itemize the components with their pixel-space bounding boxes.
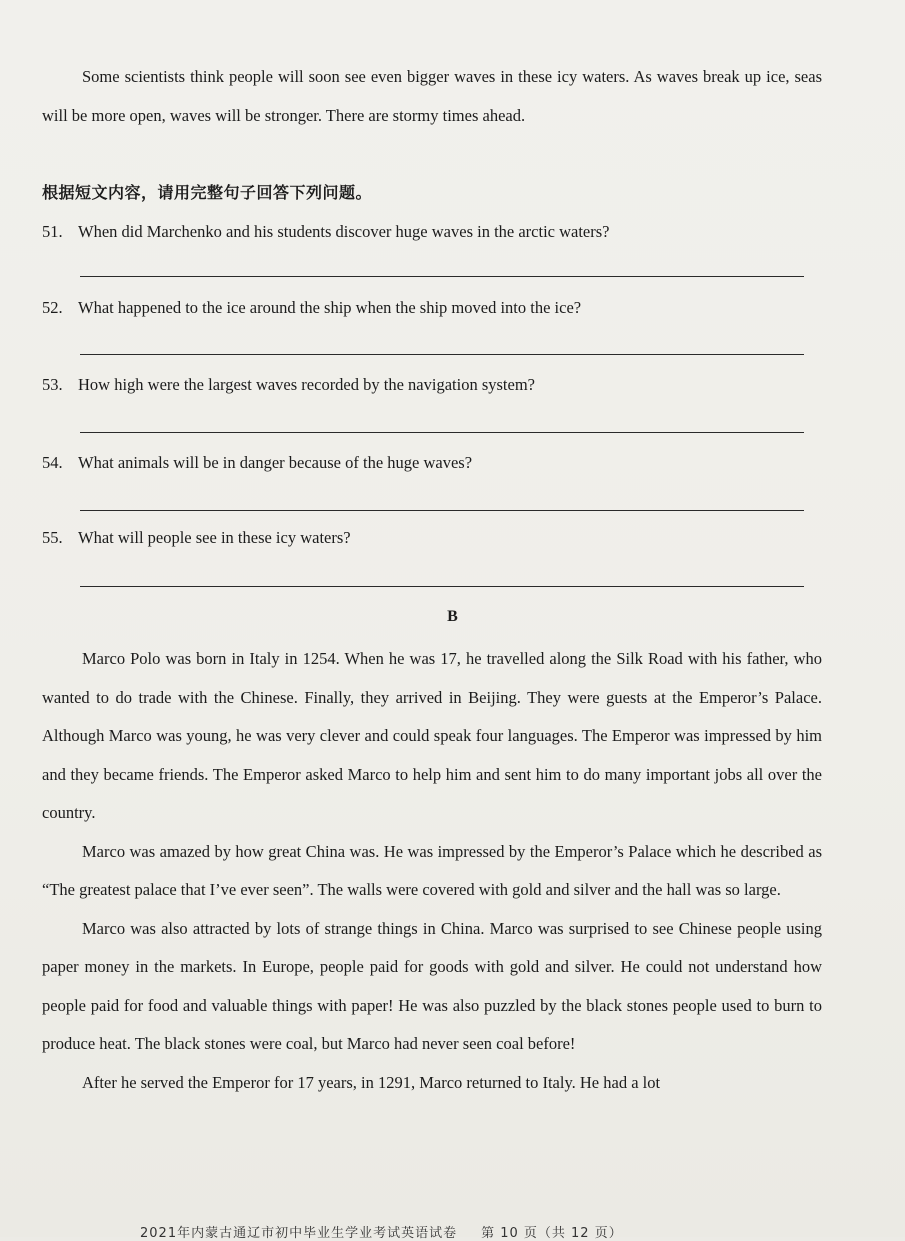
- intro-paragraph: [42, 58, 822, 135]
- question-53: [42, 375, 535, 395]
- answer-line-51[interactable]: [80, 276, 804, 277]
- page-footer: [140, 1222, 647, 1241]
- answer-line-54[interactable]: [80, 510, 804, 511]
- footer-title: 2021年内蒙古通辽市初中毕业生学业考试英语试卷: [140, 1226, 458, 1241]
- question-number: 51.: [42, 222, 63, 241]
- passage-b: [42, 640, 822, 1102]
- answer-line-55[interactable]: [80, 586, 804, 587]
- intro-paragraph-text: Some scientists think people will soon see even bigger waves in these icy waters. As waves break up ice, seas will be more open, waves will be stronger. There are stormy times ahead.: [42, 67, 822, 125]
- instruction-heading: 根据短文内容，请用完整句子回答下列问题。: [42, 183, 373, 202]
- question-text: How high were the largest waves recorded by the navigation system?: [78, 375, 535, 394]
- question-52: [42, 298, 581, 318]
- section-b-title: B: [447, 608, 458, 625]
- question-number: 54.: [42, 453, 63, 472]
- question-54: [42, 453, 472, 473]
- question-number: 55.: [42, 528, 63, 547]
- question-55: [42, 528, 351, 548]
- question-51: [42, 222, 610, 242]
- answer-line-52[interactable]: [80, 354, 804, 355]
- passage-paragraph: After he served the Emperor for 17 years, in 1291, Marco returned to Italy. He had a lot: [82, 1072, 661, 1092]
- question-number: 53.: [42, 375, 63, 394]
- question-text: What happened to the ice around the ship when the ship moved into the ice?: [78, 298, 582, 317]
- question-text: When did Marchenko and his students discover huge waves in the arctic waters?: [78, 222, 610, 241]
- question-text: What animals will be in danger because of the huge waves?: [78, 453, 473, 472]
- passage-paragraph: Marco was also attracted by lots of strange things in China. Marco was surprised to see Chinese people using paper money in the markets. In Europe, people paid for goods with gold and silver. He could not understand how people paid for food and valuable things with paper! He was also puzzled by the black stones people used to burn to produce heat. The black stones were coal, but Marco had never seen coal before!: [42, 918, 822, 1053]
- footer-page-number: 第 10 页（共 12 页）: [481, 1226, 623, 1241]
- answer-line-53[interactable]: [80, 432, 804, 433]
- passage-paragraph: Marco was amazed by how great China was. He was impressed by the Emperor’s Palace which he described as “The greatest palace that I’ve ever seen”. The walls were covered with gold and silver and the hall was so large.: [42, 841, 822, 899]
- passage-paragraph: Marco Polo was born in Italy in 1254. When he was 17, he travelled along the Silk Road with his father, who wanted to do trade with the Chinese. Finally, they arrived in Beijing. They were guests at the Emperor’s Palace. Although Marco was young, he was very clever and could speak four languages. The Emperor was impressed by him and they became friends. The Emperor asked Marco to help him and sent him to do many important jobs all over the country.: [42, 649, 822, 822]
- question-text: What will people see in these icy waters?: [78, 528, 351, 547]
- question-number: 52.: [42, 298, 63, 317]
